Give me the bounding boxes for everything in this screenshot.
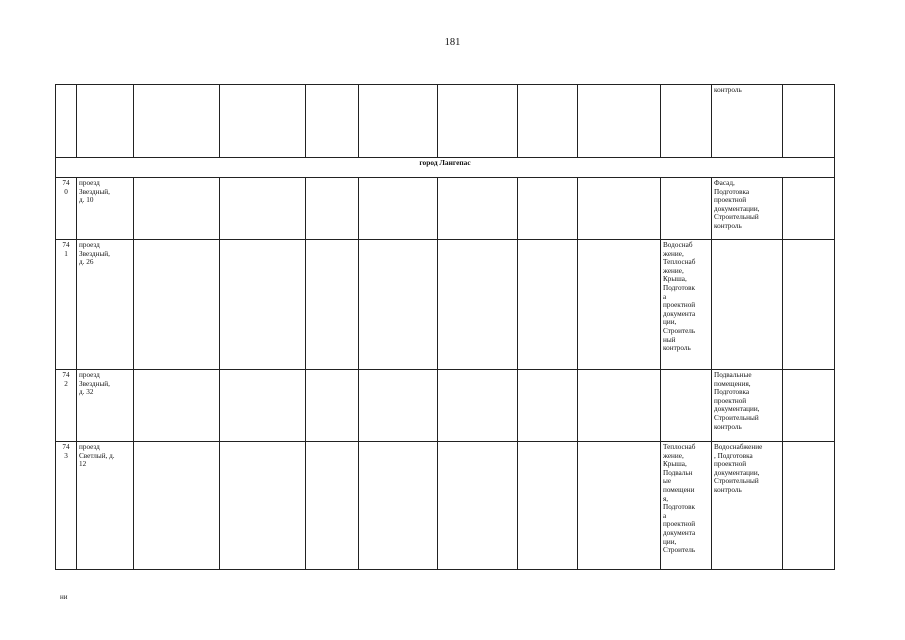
- cell-work-types-a: Водоснаб жение, Теплоснаб жение, Крыша, Подготовк а проектной документа ции, Строитель ный контроль: [661, 240, 712, 370]
- cell-empty: [518, 240, 578, 370]
- cell-empty: [220, 370, 306, 442]
- cell-empty: [134, 240, 220, 370]
- cell-empty: [578, 442, 661, 570]
- cell-empty: [306, 178, 359, 240]
- cell-empty: [783, 85, 835, 158]
- cell-empty: [220, 178, 306, 240]
- cell-empty: [359, 240, 438, 370]
- page-number: 181: [444, 37, 461, 48]
- cell-empty: [438, 442, 518, 570]
- cell-empty: [134, 370, 220, 442]
- cell-empty: [359, 370, 438, 442]
- table-row: [56, 178, 835, 240]
- cell-empty: [518, 178, 578, 240]
- row-number: 74 2: [56, 370, 77, 442]
- cell-empty: [783, 442, 835, 570]
- cell-work-types-b: Фасад, Подготовка проектной документации, Строительный контроль: [712, 178, 783, 240]
- row-number: 74 1: [56, 240, 77, 370]
- cell-empty: [77, 85, 134, 158]
- cell-empty: [578, 240, 661, 370]
- section-row: [56, 158, 835, 178]
- cell-empty: [306, 240, 359, 370]
- cell-empty: [783, 240, 835, 370]
- table-row: [56, 370, 835, 442]
- cell-work-types-a: Теплоснаб жение, Крыша, Подвальн ые помещени я, Подготовк а проектной документа ции, Строитель: [661, 442, 712, 570]
- cell-empty: [783, 178, 835, 240]
- table-row-continued: [56, 85, 835, 158]
- cell-empty: [661, 85, 712, 158]
- cell-empty: [306, 85, 359, 158]
- cell-empty: [518, 442, 578, 570]
- cell-empty: [438, 178, 518, 240]
- cell-empty: [220, 240, 306, 370]
- row-address: проезд Звездный, д. 32: [77, 370, 134, 442]
- cell-work-types: контроль: [712, 85, 783, 158]
- cell-empty: [518, 85, 578, 158]
- cell-work-types-b: Подвальные помещения, Подготовка проектной документации, Строительный контроль: [712, 370, 783, 442]
- table-row: [56, 240, 835, 370]
- row-address: проезд Звездный, д. 26: [77, 240, 134, 370]
- cell-empty: [578, 370, 661, 442]
- row-address: проезд Звездный, д. 10: [77, 178, 134, 240]
- cell-empty: [783, 370, 835, 442]
- cell-empty: [438, 240, 518, 370]
- table-row: [56, 442, 835, 570]
- cell-work-types-b: [712, 240, 783, 370]
- footer-mark: ни: [60, 593, 68, 601]
- row-number: 74 0: [56, 178, 77, 240]
- cell-empty: [306, 370, 359, 442]
- cell-work-types-a: [661, 370, 712, 442]
- cell-empty: [220, 85, 306, 158]
- row-number: 74 3: [56, 442, 77, 570]
- cell-empty: [578, 178, 661, 240]
- cell-empty: [438, 85, 518, 158]
- row-address: проезд Светлый, д. 12: [77, 442, 134, 570]
- cell-empty: [359, 85, 438, 158]
- cell-empty: [359, 178, 438, 240]
- section-title: город Лангепас: [56, 158, 835, 178]
- cell-work-types-b: Водоснабжение , Подготовка проектной документации, Строительный контроль: [712, 442, 783, 570]
- cell-empty: [220, 442, 306, 570]
- cell-empty: [56, 85, 77, 158]
- cell-empty: [359, 442, 438, 570]
- cell-empty: [438, 370, 518, 442]
- cell-empty: [134, 442, 220, 570]
- cell-empty: [134, 178, 220, 240]
- repair-schedule-table: [55, 84, 835, 570]
- cell-empty: [306, 442, 359, 570]
- cell-empty: [518, 370, 578, 442]
- cell-empty: [578, 85, 661, 158]
- cell-work-types-a: [661, 178, 712, 240]
- cell-empty: [134, 85, 220, 158]
